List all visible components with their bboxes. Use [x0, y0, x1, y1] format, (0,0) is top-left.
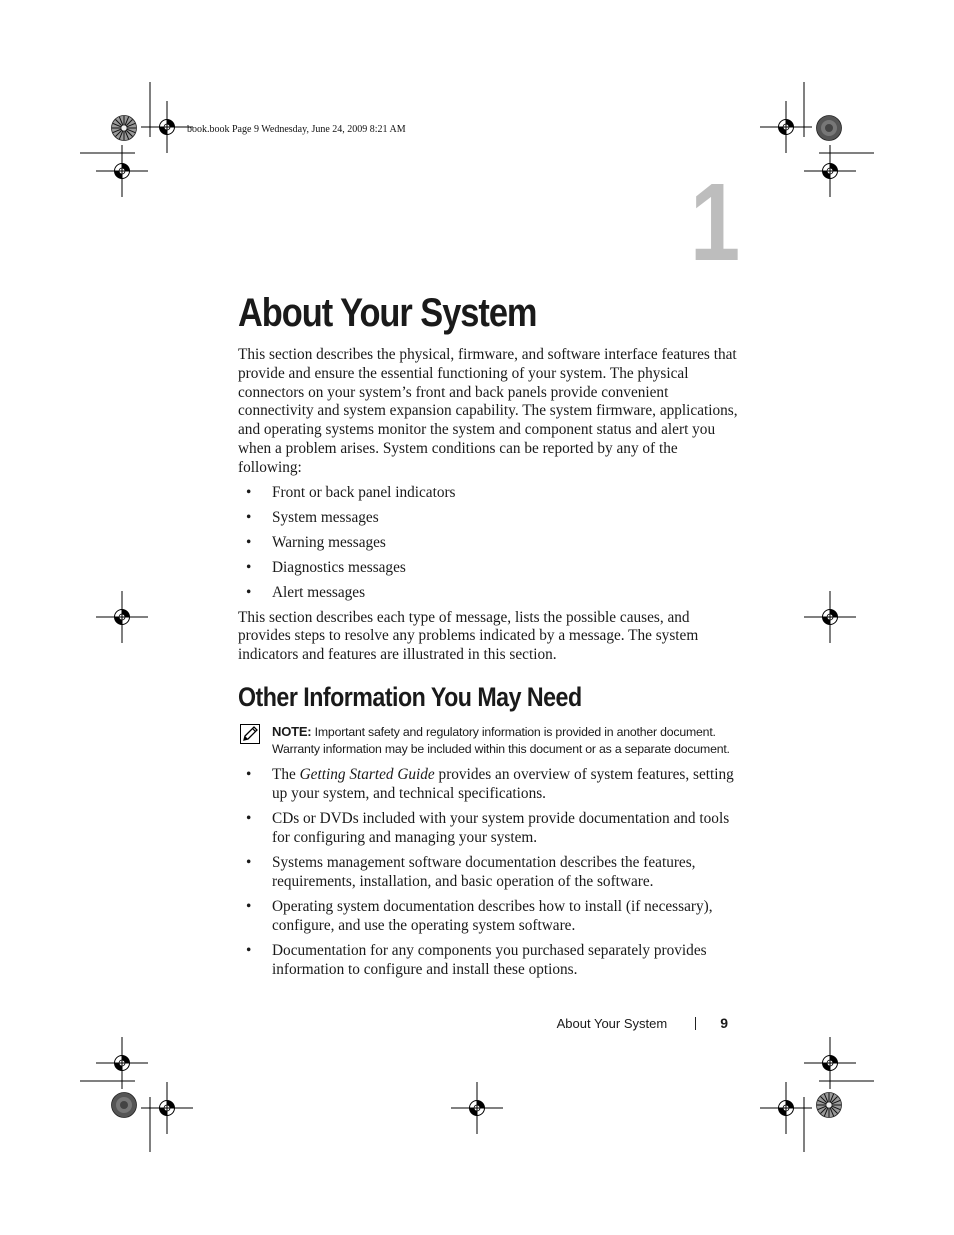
- bullet-icon: •: [246, 508, 252, 526]
- page-footer: [557, 1015, 728, 1031]
- list-item: • The Getting Started Guide provides an overview of system features, setting up your system, and technical specifications.: [246, 766, 734, 803]
- registration-mark-icon: [96, 591, 148, 643]
- list-item: • Front or back panel indicators: [246, 483, 456, 501]
- intro-paragraph: This section describes the physical, firmware, and software interface features that provide and ensure the essential functioning of your system. The physical connectors on your system’s front and back panels provide convenient connectivity and system expansion capability. The system firmware, applications, and operating systems monitor the system and component status and alert you when a problem arises. System conditions can be reported by any of the following:: [238, 346, 738, 476]
- color-wheel-icon: [817, 1093, 842, 1118]
- list-item: • Warning messages: [246, 533, 386, 551]
- list-item: • CDs or DVDs included with your system provide documentation and tools for configuring and managing your system.: [246, 810, 730, 847]
- list-item: • Documentation for any components you purchased separately provides information to configure and install these options.: [246, 942, 707, 979]
- color-wheel-icon: [112, 116, 137, 141]
- note-text: Important safety and regulatory information is provided in another document. Warranty information may be included within this document or as a separate document.: [272, 724, 730, 757]
- bullet-icon: •: [246, 898, 252, 916]
- footer-divider: [695, 1017, 696, 1030]
- bullet-icon: •: [246, 854, 252, 872]
- color-wheel-icon: [112, 1093, 137, 1118]
- footer-section-title: About Your System: [556, 1015, 668, 1031]
- page-content: [238, 290, 738, 986]
- registration-mark-icon: [804, 591, 856, 643]
- note-label: NOTE:: [272, 723, 312, 739]
- list-item: • Systems management software documentation describes the features, requirements, installation, and basic operation of the software.: [246, 854, 696, 891]
- outro-paragraph: This section describes each type of message, lists the possible causes, and provides steps to resolve any problems indicated by a message. The system indicators and features are illustrated in this section.: [238, 608, 699, 664]
- list-item: • Alert messages: [246, 583, 366, 601]
- registration-mark-icon: [141, 1082, 193, 1134]
- bullet-icon: •: [246, 483, 252, 501]
- registration-mark-icon: [141, 101, 193, 153]
- registration-mark-icon: [451, 1082, 503, 1134]
- bullet-icon: •: [246, 558, 252, 576]
- page-number: 9: [720, 1015, 728, 1031]
- documentation-list: [238, 766, 738, 980]
- section-heading: Other Information You May Need: [238, 681, 582, 712]
- bullet-icon: •: [246, 583, 252, 601]
- report-list: [238, 484, 738, 603]
- bullet-icon: •: [246, 942, 252, 960]
- guide-title: Getting Started Guide: [299, 766, 435, 784]
- page-title: About Your System: [238, 291, 537, 335]
- bullet-icon: •: [246, 533, 252, 551]
- list-item: • Diagnostics messages: [246, 558, 406, 576]
- chapter-number: 1: [690, 161, 741, 284]
- pencil-note-icon: [240, 724, 260, 744]
- list-item: • System messages: [246, 508, 379, 526]
- list-item: • Operating system documentation describes how to install (if necessary), configure, and use the operating system software.: [246, 898, 713, 935]
- bullet-icon: •: [246, 810, 252, 828]
- color-wheel-icon: [817, 116, 842, 141]
- note-box: [238, 723, 738, 758]
- print-slug: book.book Page 9 Wednesday, June 24, 2009 8:21 AM: [187, 124, 406, 135]
- bullet-icon: •: [246, 766, 252, 784]
